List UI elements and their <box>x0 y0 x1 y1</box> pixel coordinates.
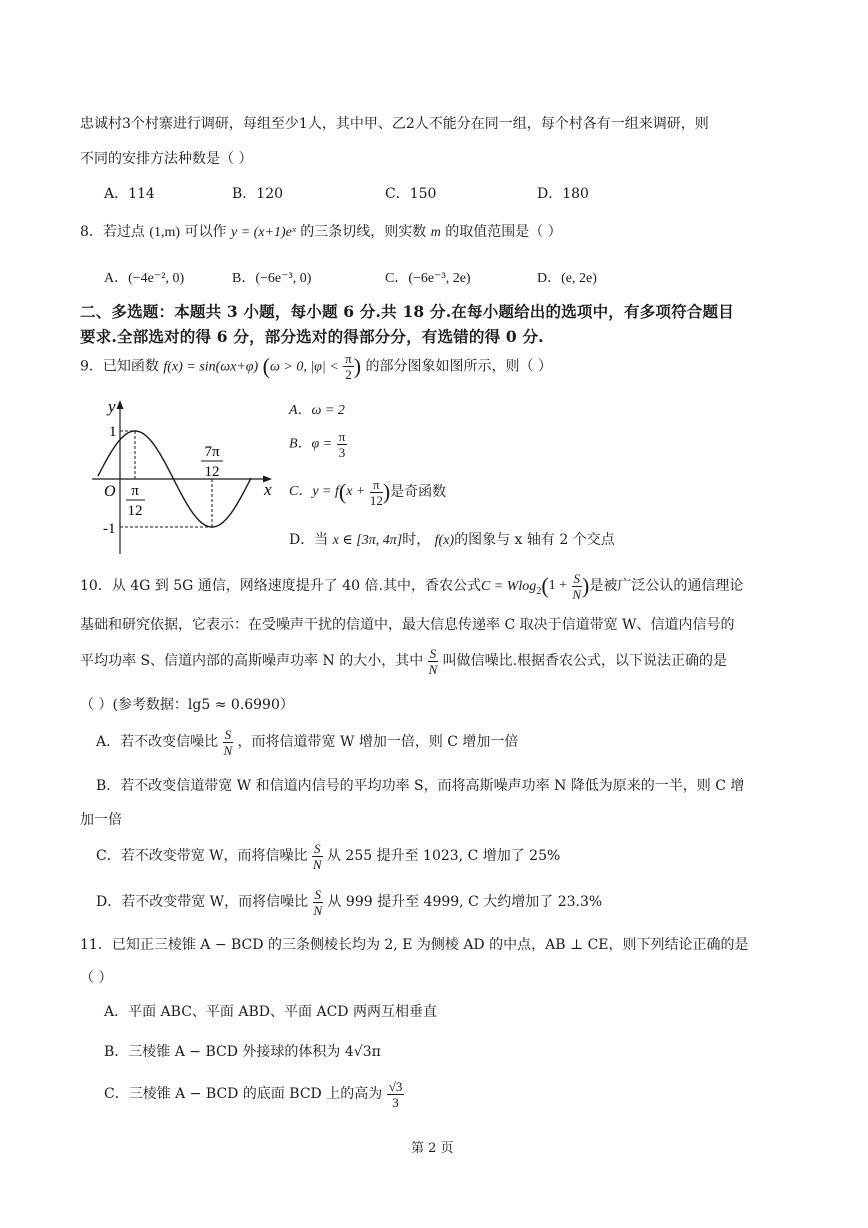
q9-func: f(x) = sin(ωx+φ) <box>163 359 259 375</box>
q9-sine-graph <box>88 394 278 559</box>
q10-line4: （ ）(参考数据：lg5 ≈ 0.6990） <box>80 697 294 713</box>
q9-option-b-num: π <box>338 429 346 444</box>
graph-x1-num: π <box>131 483 139 499</box>
q9-option-b <box>289 430 347 459</box>
graph-x-label: x <box>264 480 272 499</box>
q10-line3-frac <box>428 647 439 676</box>
q10-option-b-line2: 加一倍 <box>80 812 122 828</box>
q10-option-d <box>96 884 602 920</box>
q11-option-b: B．三棱锥 A − BCD 外接球的体积为 4√3π <box>104 1044 381 1060</box>
q9-two: 2 <box>345 367 352 382</box>
q9-option-c-suffix: 是奇函数 <box>390 484 447 500</box>
q10-option-c-suffix: 从 255 提升至 1023, C 增加了 25% <box>326 848 561 864</box>
q10-option-a-n: N <box>223 742 233 758</box>
graph-y-top: 1 <box>109 424 117 440</box>
q9-pi: π <box>345 351 352 366</box>
q9-option-b-den: 3 <box>338 445 346 460</box>
q9-option-c-pre: C．y = f <box>289 484 339 499</box>
q10-option-c-pre: C．若不改变带宽 W，而将信噪比 <box>96 848 308 864</box>
q9-paren-open: ( <box>262 353 270 379</box>
q11-option-c-num: √3 <box>388 1078 403 1094</box>
q9-option-b-text: B．φ = <box>289 436 333 452</box>
q9-option-c <box>289 477 446 507</box>
q10-option-c-frac <box>312 842 323 871</box>
q11-option-c <box>104 1076 404 1112</box>
q9-option-d-pre: D．当 <box>289 532 329 548</box>
q10-option-d-s: S <box>314 886 322 902</box>
graph-y-label: y <box>108 397 116 416</box>
q9-option-d-cond: x ∈ [3π, 4π] <box>332 533 403 548</box>
q7-option-d: D．180 <box>537 186 589 202</box>
graph-x2-den: 12 <box>204 464 220 480</box>
q9-option-c-paren-open: ( <box>338 479 347 504</box>
q10-line2: 基础和研究依据，它表示：在受噪声干扰的信道中，最大信息传递率 C 取决于信道带宽 W、信道内信号的 <box>80 617 735 633</box>
q10-option-a <box>96 724 518 760</box>
q8-option-b: B．(−6e⁻³, 0) <box>232 271 312 286</box>
q10-option-a-s: S <box>224 726 232 742</box>
q10-option-c-s: S <box>314 840 321 856</box>
q9-option-c-den: 12 <box>369 492 383 508</box>
q8-var: m <box>430 225 441 240</box>
q9-option-d-suffix: 的图象与 x 轴有 2 个交点 <box>454 532 615 548</box>
q10-formula-frac <box>572 572 583 601</box>
q8-suffix: 的取值范围是（ ） <box>445 224 562 240</box>
q8-mid1: 可以作 <box>184 224 227 240</box>
page-number: 第 2 页 <box>411 1141 454 1156</box>
q10-option-a-frac <box>223 728 234 757</box>
q8-point: (1,m) <box>149 225 181 240</box>
q8-option-a: A．(−4e⁻², 0) <box>104 271 185 286</box>
q9-suffix: 的部分图象如图所示，则（ ） <box>365 358 552 375</box>
q10-line1-suffix: 是被广泛公认的通信理论 <box>589 578 744 594</box>
graph-y-bottom: -1 <box>103 521 116 537</box>
q9-option-d-mid: 时， <box>402 532 431 548</box>
q8-option-c: C．(−6e⁻³, 2e) <box>385 271 471 286</box>
q9-option-d <box>289 529 615 549</box>
q10-option-d-pre: D．若不改变带宽 W，而将信噪比 <box>96 894 309 910</box>
q10-formula-sub: 2 <box>536 585 542 597</box>
q10-formula-paren: 1 + <box>548 578 568 593</box>
q9-pi-over-2 <box>343 352 354 381</box>
q10-paren-close: ) <box>582 573 590 598</box>
q9-option-c-in: x + <box>346 484 366 499</box>
q8-option-d: D．(e, 2e) <box>537 271 597 286</box>
q7-line1: 忠诚村3个村寨进行调研，每组至少1人，其中甲、乙2人不能分在同一组，每个村各有一组来调研，则 <box>80 116 709 132</box>
q10-s: S <box>573 570 580 586</box>
q10-option-c-n: N <box>312 856 322 872</box>
q10-paren-open: ( <box>541 573 549 598</box>
q7-line2: 不同的安排方法种数是（ ） <box>80 151 253 167</box>
q8-mid2: 的三条切线，则实数 <box>300 224 427 240</box>
q9-stem <box>80 352 552 382</box>
q9-option-c-frac <box>370 478 383 507</box>
q10-option-d-frac <box>313 888 324 917</box>
q9-option-d-fx: f(x) <box>434 533 455 548</box>
q7-option-c: C．150 <box>385 186 437 202</box>
q10-formula: C = Wlog <box>480 579 537 594</box>
q10-option-c <box>96 838 560 874</box>
graph-x1-den: 12 <box>127 503 143 519</box>
q8-prefix: 8．若过点 <box>80 224 145 240</box>
y-axis-arrow <box>117 400 124 409</box>
q7-option-a: A．114 <box>104 186 155 202</box>
q10-line3-pre: 平均功率 S、信道内部的高斯噪声功率 N 的大小，其中 <box>80 653 424 669</box>
q10-option-a-suffix: ，而将信道带宽 W 增加一倍，则 C 增加一倍 <box>237 734 519 750</box>
q9-option-a <box>289 399 345 419</box>
q10-line3-suffix: 叫做信噪比.根据香农公式，以下说法正确的是 <box>442 653 728 669</box>
q10-line3 <box>80 643 727 679</box>
q11-option-c-frac <box>387 1080 405 1109</box>
section2-heading-line2: 要求.全部选对的得 6 分，部分选对的得部分分，有选错的得 0 分. <box>80 327 544 346</box>
q9-option-a-text: A．ω = 2 <box>289 403 345 418</box>
q9-option-c-paren-close: ) <box>382 479 391 504</box>
q11-line2: （ ） <box>80 970 113 986</box>
q11-line1: 11．已知正三棱锥 A − BCD 的三条侧棱长均为 2, E 为侧棱 AD 的中点，AB ⊥ CE，则下列结论正确的是 <box>80 937 749 953</box>
q10-option-d-n: N <box>313 902 323 918</box>
q7-option-b: B．120 <box>232 186 284 202</box>
graph-origin: O <box>104 483 116 500</box>
section2-heading-line1: 二、多选题：本题共 3 小题，每小题 6 分.共 18 分.在每小题给出的选项中，有多项符合题目 <box>80 302 734 321</box>
q10-option-a-pre: A．若不改变信噪比 <box>96 734 219 750</box>
q9-paren-close: ) <box>353 353 362 379</box>
q10-line1 <box>80 568 743 610</box>
q9-cond: ω > 0, |φ| < <box>269 359 339 375</box>
q9-option-c-num: π <box>370 478 383 493</box>
q10-line3-s: S <box>429 645 437 661</box>
q10-option-b-line1: B．若不改变信道带宽 W 和信道内信号的平均功率 S，而将高斯噪声功率 N 降低为原来的一半，则 C 增 <box>96 778 745 794</box>
q11-option-a: A．平面 ABC、平面 ABD、平面 ACD 两两互相垂直 <box>104 1004 437 1020</box>
graph-x2-num: 7π <box>204 444 220 460</box>
q9-prefix: 9．已知函数 <box>80 358 159 375</box>
q9-option-b-frac <box>337 430 348 459</box>
q10-option-d-suffix: 从 999 提升至 4999, C 大约增加了 23.3% <box>327 894 603 910</box>
q10-n: N <box>572 586 582 602</box>
q10-line1-pre: 10．从 4G 到 5G 通信，网络速度提升了 40 倍.其中，香农公式 <box>80 578 481 594</box>
q8-func: y = (x+1)eˣ <box>231 225 296 240</box>
q8-stem <box>80 221 562 241</box>
q11-option-c-pre: C．三棱锥 A − BCD 的底面 BCD 上的高为 <box>104 1086 383 1102</box>
q10-line3-n: N <box>428 661 438 677</box>
q11-option-c-den: 3 <box>392 1094 399 1110</box>
